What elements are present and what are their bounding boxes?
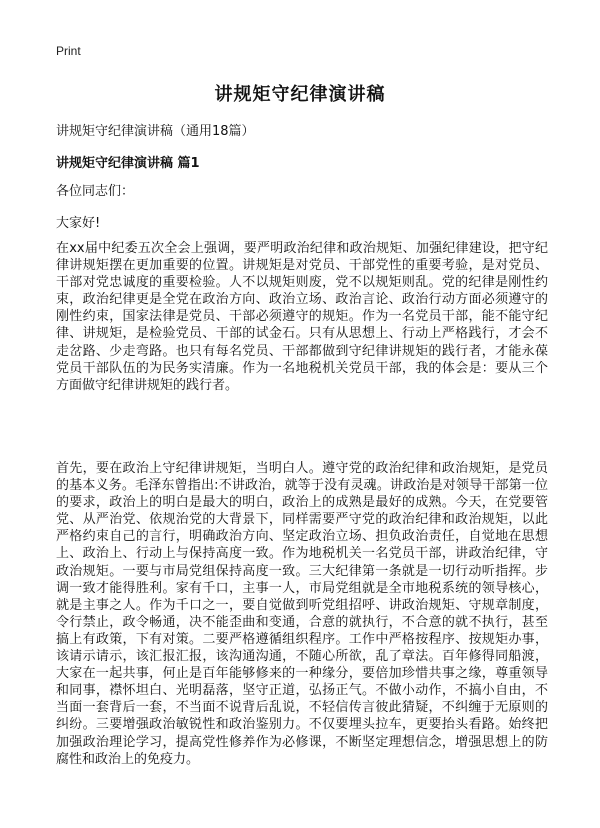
body-paragraph: 首先，要在政治上守纪律讲规矩，当明白人。遵守党的政治纪律和政治规矩，是党员的基本义务。毛泽东曾指出:不讲政治，就等于没有灵魂。讲政治是对领导干部第一位的要求，政治上的明白是最大的明白，政治上的成熟是最好的成熟。今天，在党要管党、从严治党、依规治党的大背景下，同样需要严守党的政治纪律和政治规矩，以此严格约束自己的言行，明确政治方向、坚定政治立场、担负政治责任，自觉地在思想上、政治上、行动上与保持高度一致。作为地税机关一名党员干部，讲政治纪律，守政治规矩。一要与市局党组保持高度一致。三大纪律第一条就是一切行动听指挥。步调一致才能得胜利。家有千口，主事一人，市局党组就是全市地税系统的领导核心，就是主事之人。作为千口之一，要自觉做到听党组招呼、讲政治规矩、守规章制度，令行禁止，政令畅通，决不能歪曲和变通，合意的就执行，不合意的就不执行，甚至搞上有政策，下有对策。二要严格遵循组织程序。工作中严格按程序、按规矩办事，该请示请示，该汇报汇报，该沟通沟通，不随心所欲，乱了章法。百年修得同船渡，大家在一起共事，何止是百年能够修来的一种缘分，要倍加珍惜共事之缘，尊重领导和同事，襟怀坦白、光明磊落，坚守正道，弘扬正气。不做小动作，不搞小自由，不当面一套背后一套，不当面不说背后乱说，不轻信传言彼此猜疑，不纠缠于无原则的纠纷。三要增强政治敏锐性和政治鉴别力。不仅要埋头拉车，更要抬头看路。始终把加强政治理论学习，提高党性修养作为必修课，不断坚定理想信念，增强思想上的防腐性和政治上的免疫力。 [56, 461, 548, 767]
greeting-hello: 大家好! [56, 216, 101, 231]
print-link[interactable]: Print [56, 44, 81, 58]
section-heading: 讲规矩守纪律演讲稿 篇1 [56, 156, 200, 171]
document-subtitle: 讲规矩守纪律演讲稿（通用18篇） [56, 124, 255, 139]
body-paragraph: 在xx届中纪委五次全会上强调，要严明政治纪律和政治规矩、加强纪律建设，把守纪律讲规矩摆在更加重要的位置。讲规矩是对党员、干部党性的重要考验，是对党员、干部对党忠诚度的重要检验。人不以规矩则废，党不以规矩则乱。党的纪律是刚性约束，政治纪律更是全党在政治方向、政治立场、政治言论、政治行动方面必须遵守的刚性约束，国家法律是党员、干部必须遵守的规矩。作为一名党员干部，能不能守纪律、讲规矩，是检验党员、干部的试金石。只有从思想上、行动上严格践行，才会不走岔路、少走弯路。也只有每名党员、干部都做到守纪律讲规矩的践行者，才能永葆党员干部队伍的为民务实清廉。作为一名地税机关党员干部，我的体会是：要从三个方面做守纪律讲规矩的践行者。 [56, 241, 548, 393]
page-title: 讲规矩守纪律演讲稿 [214, 84, 386, 105]
greeting-audience: 各位同志们： [56, 184, 135, 199]
